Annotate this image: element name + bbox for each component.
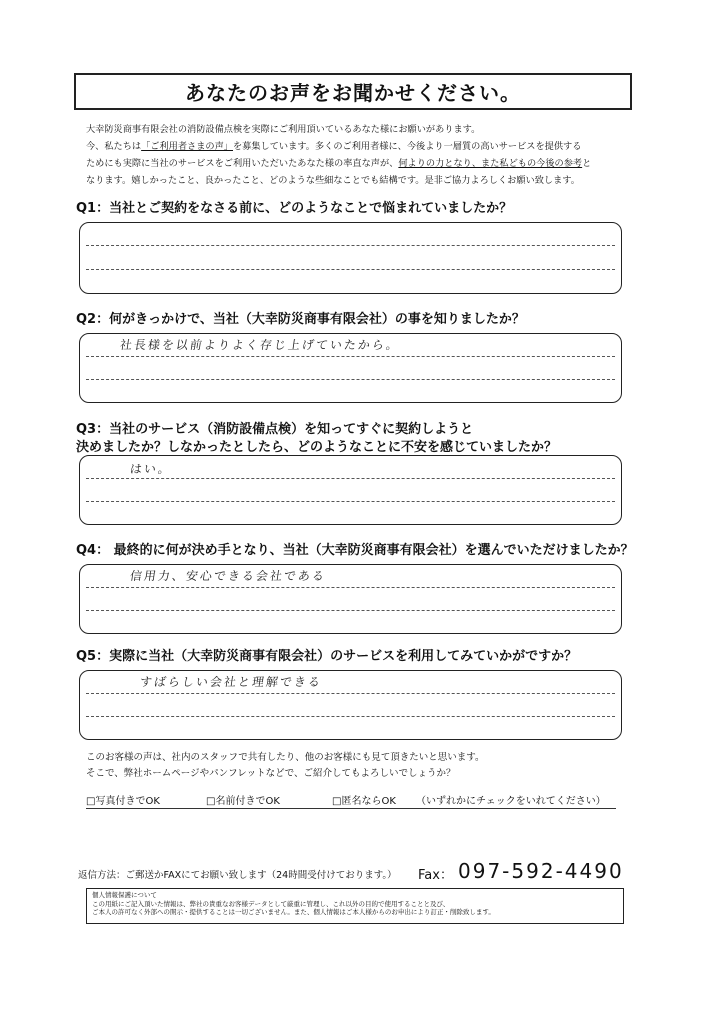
question-3-answer: はい。 <box>128 462 173 476</box>
question-4-answer: 信用力、安心できる会社である <box>128 569 327 583</box>
name-ok-checkbox[interactable]: □名前付きでOK <box>206 796 280 807</box>
question-4-label: Q4： 最終的に何が決め手となり、当社（大幸防災商事有限会社）を選んでいただけましたか？ <box>76 543 634 558</box>
consent-text <box>86 750 485 782</box>
question-5-answer: すばらしい会社と理解できる <box>138 675 323 689</box>
question-3-label-line-2: 決めましたか？しなかったとしたら、どのようなことに不安を感じていましたか？ <box>76 440 558 455</box>
photo-ok-checkbox[interactable]: □写真付きでOK <box>86 796 160 807</box>
intro-line-4: なります。嬉しかったこと、良かったこと、どのような些細なことでも結構です。是非ご協力よろしくお願い致します。 <box>86 175 580 186</box>
fax-number: 097-592-4490 <box>458 859 624 883</box>
question-1-label: Q1：当社とご契約をなさる前に、どのようなことで悩まれていましたか？ <box>76 201 513 216</box>
question-2-answer: 社長様を以前よりよく存じ上げていたから。 <box>118 338 401 352</box>
question-2-label: Q2：何がきっかけで、当社（大幸防災商事有限会社）の事を知りましたか？ <box>76 312 525 327</box>
customer-voice-quote: 「ご利用者さまの声」 <box>141 141 233 152</box>
question-5-label: Q5：実際に当社（大幸防災商事有限会社）のサービスを利用してみていかがですか？ <box>76 649 578 664</box>
privacy-title: 個人情報保護について <box>92 891 157 899</box>
fax-label: Fax： <box>418 868 453 883</box>
question-4-answer-box[interactable] <box>79 564 622 634</box>
consent-line-1: このお客様の声は、社内のスタッフで共有したり、他のお客様にも見て頂きたいと思います。 <box>86 752 485 763</box>
privacy-line-1: この用紙にご記入頂いた情報は、弊社の貴重なお客様データとして厳重に管理し、これ以外の目的で使用することと及び、 <box>92 899 450 908</box>
question-2-answer-box[interactable] <box>79 333 622 403</box>
checkbox-instruction: （いずれかにチェックをいれてください） <box>416 796 606 807</box>
privacy-notice <box>86 888 624 924</box>
question-3-answer-box[interactable] <box>79 455 622 525</box>
reply-method: 返信方法：ご郵送かFAXにてお願い致します（24時間受付けております。） <box>78 870 397 881</box>
question-3-label-line-1: Q3：当社のサービス（消防設備点検）を知ってすぐに契約しようと <box>76 422 474 437</box>
consent-checkboxes <box>86 792 616 809</box>
intro-line-1: 大幸防災商事有限会社の消防設備点検を実際にご利用頂いているあなた様にお願いがあります。 <box>86 124 481 135</box>
page-title: あなたのお声をお聞かせください。 <box>74 73 632 110</box>
intro-line-3: ためにも実際に当社のサービスをご利用いただいたあなた様の率直な声が、何よりの力となり、また私どもの今後の参考と <box>86 158 592 169</box>
question-5-answer-box[interactable] <box>79 670 622 740</box>
anonymous-ok-checkbox[interactable]: □匿名ならOK <box>332 796 396 807</box>
question-1-answer-box[interactable] <box>79 222 622 294</box>
intro-text <box>86 121 646 189</box>
intro-line-2: 今、私たちは「ご利用者さまの声」を募集しています。多くのご利用者様に、今後より一層質の高いサービスを提供する <box>86 141 582 152</box>
privacy-line-2: ご本人の許可なく外部への開示・提供することは一切ございません。また、個人情報はご本人様からのお申出により訂正・削除致します。 <box>92 908 495 916</box>
consent-line-2: そこで、弊社ホームページやパンフレットなどで、ご紹介してもよろしいでしょうか？ <box>86 768 456 779</box>
